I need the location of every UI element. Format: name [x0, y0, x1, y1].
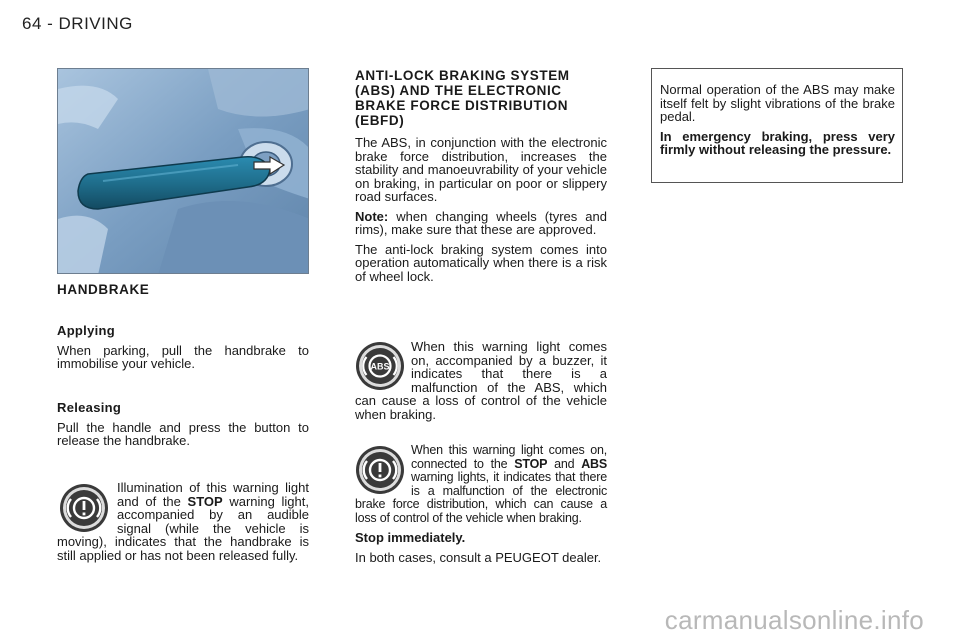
handbrake-warning-stop: STOP: [187, 493, 223, 509]
abs-note-text: when changing wheels (tyres and rims), make sure that these are approved.: [355, 208, 607, 237]
applying-heading: Applying: [57, 323, 116, 338]
releasing-text: Pull the handle and press the button to release the handbrake.: [57, 419, 309, 448]
page-title: 64 - DRIVING: [22, 14, 133, 33]
brake-warning-icon: [355, 445, 405, 495]
abs-intro-text: The ABS, in conjunction with the electronic brake force distribution, increases the stability and manoeuvrability of your vehicle on braking, in particular on poor or slippery road surfaces.: [355, 135, 607, 204]
applying-text: When parking, pull the handbrake to immobilise your vehicle.: [57, 342, 309, 371]
handbrake-heading: HANDBRAKE: [57, 282, 150, 297]
handbrake-photo: [57, 68, 309, 274]
ebfd-and: and: [547, 456, 582, 471]
abs-warning-icon: [355, 341, 405, 391]
abs-auto-text: The anti-lock braking system comes into operation automatically when there is a risk of wheel lock.: [355, 241, 607, 284]
releasing-heading: Releasing: [57, 400, 122, 415]
abs-heading: ANTI-LOCK BRAKING SYSTEM (ABS) AND THE ELECTRONIC BRAKE FORCE DISTRIBUTION (EBFD): [355, 68, 570, 128]
abs-note-label: Note:: [355, 208, 389, 224]
ebfd-text-2: warning lights, it indicates that there is a malfunction of the electronic brake force distribution, which can cause a loss of control of the vehicle when braking.: [355, 470, 607, 525]
ebfd-stop: STOP: [514, 456, 548, 471]
watermark: carmanualsonline.info: [664, 605, 924, 635]
abs-warning-block: [355, 340, 607, 421]
abs-warning-text: When this warning light comes on, accompanied by a buzzer, it indicates that there is a malfunction of the ABS, which can cause a loss of control of the vehicle when braking.: [355, 339, 607, 422]
ebfd-abs: ABS: [581, 456, 607, 471]
handbrake-warning-block: [57, 481, 309, 562]
brake-warning-icon: [59, 483, 109, 533]
ebfd-text-1: When this warning light comes on, connected to the: [411, 443, 607, 471]
info-box-text-2: In emergency braking, press very firmly without releasing the pressure.: [660, 128, 895, 157]
handbrake-warning-text-2: warning light, accompanied by an audible signal (while the vehicle is moving), indicates that the handbrake is still applied or has not been released fully.: [57, 493, 309, 563]
info-box-text-1: Normal operation of the ABS may make itself felt by slight vibrations of the brake pedal.: [660, 82, 895, 124]
stop-immediately: Stop immediately.: [355, 530, 466, 545]
ebfd-warning-block: [355, 444, 607, 525]
abs-icon-label: ABS: [370, 361, 390, 372]
handbrake-warning-text-1: Illumination of this warning light and of the: [117, 480, 309, 509]
consult-text: In both cases, consult a PEUGEOT dealer.: [355, 549, 602, 565]
abs-info-box: [651, 68, 903, 183]
